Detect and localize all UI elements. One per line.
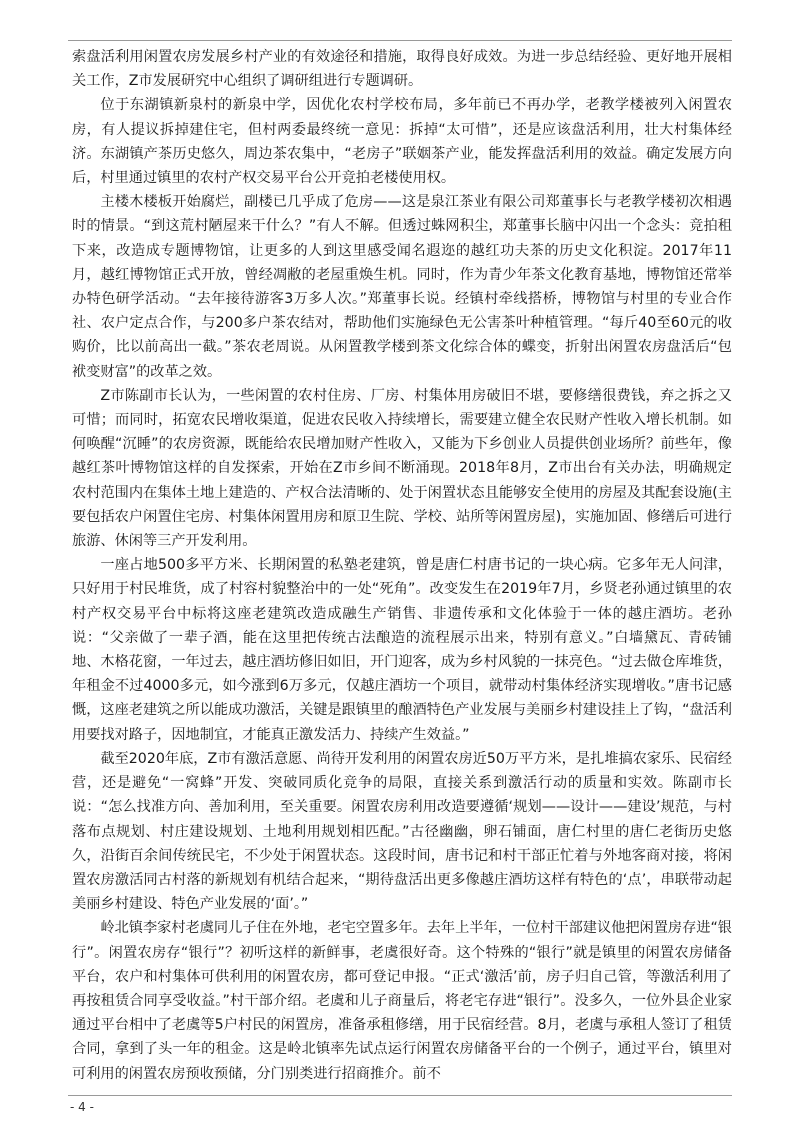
paragraph-7: 岭北镇李家村老虞同儿子住在外地，老宅空置多年。去年上半年，一位村干部建议他把闲置房存进“银行”。闲置农房存“银行”？初听这样的新鲜事，老虞很好奇。这个特殊的“银行”就是镇里的闲置农房储备平台，农户和村集体可供利用的闲置农房，都可登记申报。“正式‘激活’前，房子归自己管，等激活利用了再按租赁合同享受收益。”村干部介绍。老虞和儿子商量后，将老宅存进“银行”。没多久，一位外县企业家通过平台相中了老虞等5户村民的闲置房，准备承租修缮，用于民宿经营。8月，老虞与承租人签订了租赁合同，拿到了头一年的租金。这是岭北镇率先试点运行闲置农房储备平台的一个例子，通过平台，镇里对可利用的闲置农房预收预储，分门别类进行招商推介。前不 [72, 920, 732, 1082]
header-rule [68, 40, 732, 41]
footer-rule [68, 1095, 732, 1096]
paragraph-6: 截至2020年底，Z市有激活意愿、尚待开发利用的闲置农房近50万平方米，是扎堆搞农家乐、民宿经营，还是避免“一窝蜂”开发、突破同质化竞争的局限，直接关系到激活行动的质量和实效。陈副市长说：“怎么找准方向、善加利用，至关重要。闲置农房利用改造要遵循‘规划——设计——建设’规范，与村落布点规划、村庄建设规划、土地利用规划相匹配。”古径幽幽，卵石铺面，唐仁村里的唐仁老街历史悠久，沿街百余间传统民宅，不少处于闲置状态。这段时间，唐书记和村干部正忙着与外地客商对接，将闲置农房激活同古村落的新规划有机结合起来，“期待盘活出更多像越庄酒坊这样有特色的‘点’，串联带动起美丽乡村建设、特色产业发展的‘面’。” [72, 750, 732, 913]
paragraph-4: Z市陈副市长认为，一些闲置的农村住房、厂房、村集体用房破旧不堪，要修缮很费钱，弃之拆之又可惜；而同时，拓宽农民增收渠道，促进农民收入持续增长，需要建立健全农民财产性收入增长机制。如何唤醒“沉睡”的农房资源，既能给农民增加财产性收入，又能为下乡创业人员提供创业场所？前些年，像越红茶叶博物馆这样的自发探索，开始在Z市乡间不断涌现。2018年8月，Z市出台有关办法，明确规定农村范围内在集体土地上建造的、产权合法清晰的、处于闲置状态且能够安全使用的房屋及其配套设施(主要包括农户闲置住宅房、村集体闲置用房和原卫生院、学校、站所等闲置房屋)，实施加固、修缮后可进行旅游、休闲等三产开发利用。 [72, 387, 732, 550]
paragraph-5: 一座占地500多平方米、长期闲置的私塾老建筑，曾是唐仁村唐书记的一块心病。它多年无人问津，只好用于村民堆货，成了村容村貌整治中的一处“死角”。改变发生在2019年7月，乡贤老孙通过镇里的农村产权交易平台中标将这座老建筑改造成融生产销售、非遗传承和文化体验于一体的越庄酒坊。老孙说：“父亲做了一辈子酒，能在这里把传统古法酿造的流程展示出来，特别有意义。”白墙黛瓦、青砖铺地、木格花窗，一年过去，越庄酒坊修旧如旧，开门迎客，成为乡村风貌的一抹亮色。“过去做仓库堆货，年租金不过4000多元，如今涨到6万多元，仅越庄酒坊一个项目，就带动村集体经济实现增收。”唐书记感慨，这座老建筑之所以能成功激活，关键是跟镇里的酿酒特色产业发展与美丽乡村建设挂上了钩，“盘活利用要找对路子，因地制宜，才能真正激发活力、持续产生效益。” [72, 557, 732, 743]
page-number: - 4 - [70, 1100, 94, 1114]
paragraph-3: 主楼木楼板开始腐烂，副楼已几乎成了危房——这是泉江茶业有限公司郑董事长与老教学楼初次相遇时的情景。“到这荒村陋屋来干什么？”有人不解。但透过蛛网积尘，郑董事长脑中闪出一个念头：竞拍租下来，改造成专题博物馆，让更多的人到这里感受闻名遐迩的越红功夫茶的历史文化积淀。2017年11月，越红博物馆正式开放，曾经凋敝的老屋重焕生机。同时，作为青少年茶文化教育基地，博物馆还常举办特色研学活动。“去年接待游客3万多人次。”郑董事长说。经镇村牵线搭桥，博物馆与村里的专业合作社、农户定点合作，与200多户茶农结对，帮助他们实施绿色无公害茶叶种植管理。“每斤40至60元的收购价，比以前高出一截。”茶农老周说。从闲置教学楼到茶文化综合体的蝶变，折射出闲置农房盘活后“包袱变财富”的改革之效。 [72, 194, 732, 380]
body-text [72, 45, 732, 1086]
paragraph-1: 索盘活利用闲置农房发展乡村产业的有效途径和措施，取得良好成效。为进一步总结经验、更好地开展相关工作，Z市发展研究中心组织了调研组进行专题调研。 [72, 49, 732, 90]
paragraph-2: 位于东湖镇新泉村的新泉中学，因优化农村学校布局，多年前已不再办学，老教学楼被列入闲置农房，有人提议拆掉建住宅，但村两委最终统一意见：拆掉“太可惜”，还是应该盘活利用，壮大村集体经济。东湖镇产茶历史悠久，周边茶农集中，“老房子”联姻茶产业，能发挥盘活利用的效益。确定发展方向后，村里通过镇里的农村产权交易平台公开竞拍老楼使用权。 [72, 97, 732, 187]
